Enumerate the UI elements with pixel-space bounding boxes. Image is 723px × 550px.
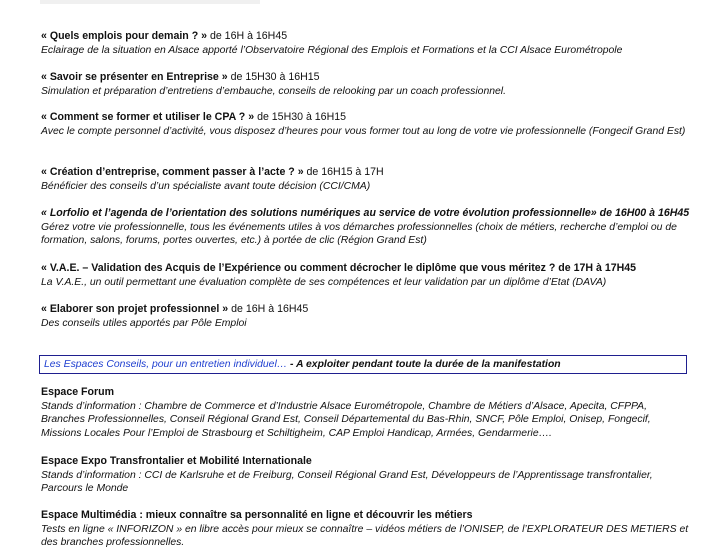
espaces-conseils-link[interactable]: Les Espaces Conseils, pour un entretien individuel… xyxy=(44,359,288,370)
session-title: « Quels emplois pour demain ? » de 16H à 16H45 xyxy=(41,30,288,42)
espace-title: Espace Multimédia : mieux connaître sa personnalité en ligne et découvrir les métiers xyxy=(41,509,473,521)
session-quels-emplois xyxy=(41,30,691,57)
session-vae xyxy=(41,262,691,289)
espaces-conseils-banner xyxy=(39,355,687,374)
session-savoir-se-presenter xyxy=(41,71,691,98)
session-title: « Lorfolio et l’agenda de l’orientation des solutions numériques au service de votre évolution professionnelle» de 16H00 à 16H45 xyxy=(41,207,690,219)
espace-description: Stands d’information : Chambre de Commerce et d’Industrie Alsace Eurométropole, Chambre de Métiers d’Alsace, Apecita, CFPPA, Branches Professionnelles, Conseil Régional Grand Est, Conseil Départemental du Bas-Rhin, SNCF, Pôle Emploi, Onisep, Fongecif, Missions Locales Pour l’Emploi de Strasbourg et Schiltigheim, CAP Emploi Handicap, Armées, Gendarmerie…. xyxy=(41,400,651,439)
espace-title: Espace Forum xyxy=(41,386,115,398)
session-title: « Comment se former et utiliser le CPA ? » de 15H30 à 16H15 xyxy=(41,111,347,123)
espace-forum xyxy=(41,386,691,440)
session-description: La V.A.E., un outil permettant une évaluation complète de ses compétences et leur validation par un diplôme d’Etat (DAVA) xyxy=(41,276,607,288)
session-title: « Savoir se présenter en Entreprise » de 15H30 à 16H15 xyxy=(41,71,320,83)
espaces-conseils-note: - A exploiter pendant toute la durée de la manifestation xyxy=(287,359,561,370)
session-projet-professionnel xyxy=(41,303,691,330)
session-creation-entreprise xyxy=(41,166,691,193)
espace-description: Tests en ligne « INFORIZON » en libre accès pour mieux se connaître – vidéos métiers de l’ONISEP, de l’EXPLORATEUR DES METIERS et des branches professionnelles. xyxy=(41,523,689,549)
espace-description: Stands d’information : CCI de Karlsruhe et de Freiburg, Conseil Régional Grand Est, Développeurs de l’Apprentissage transfrontalier, Parcours le Monde xyxy=(41,469,653,495)
session-description: Eclairage de la situation en Alsace apporté l’Observatoire Régional des Emplois et Formations et la CCI Alsace Eurométropole xyxy=(41,44,623,56)
top-rule xyxy=(40,0,260,4)
session-cpa xyxy=(41,111,691,138)
espace-multimedia xyxy=(41,509,691,550)
espace-title: Espace Expo Transfrontalier et Mobilité Internationale xyxy=(41,455,312,467)
session-description: Bénéficier des conseils d’un spécialiste avant toute décision (CCI/CMA) xyxy=(41,180,371,192)
espace-transfrontalier xyxy=(41,455,691,496)
session-description: Avec le compte personnel d’activité, vous disposez d’heures pour vous former tout au long de votre vie professionnelle (Fongecif Grand Est) xyxy=(41,125,686,137)
session-title: « Elaborer son projet professionnel » de 16H à 16H45 xyxy=(41,303,309,315)
session-description: Simulation et préparation d’entretiens d’embauche, conseils de relooking par un coach professionnel. xyxy=(41,85,506,97)
session-lorfolio xyxy=(41,207,691,248)
session-description: Des conseils utiles apportés par Pôle Emploi xyxy=(41,317,247,329)
session-title: « V.A.E. – Validation des Acquis de l’Expérience ou comment décrocher le diplôme que vous méritez ? de 17H à 17H45 xyxy=(41,262,637,274)
session-description: Gérez votre vie professionnelle, tous les événements utiles à vos démarches professionnelles (choix de métiers, recherche d’emploi ou de formation, salons, forums, portes ouvertes, etc.) à portée de clic (Région Grand Est) xyxy=(41,221,677,247)
session-title: « Création d’entreprise, comment passer à l’acte ? » de 16H15 à 17H xyxy=(41,166,384,178)
